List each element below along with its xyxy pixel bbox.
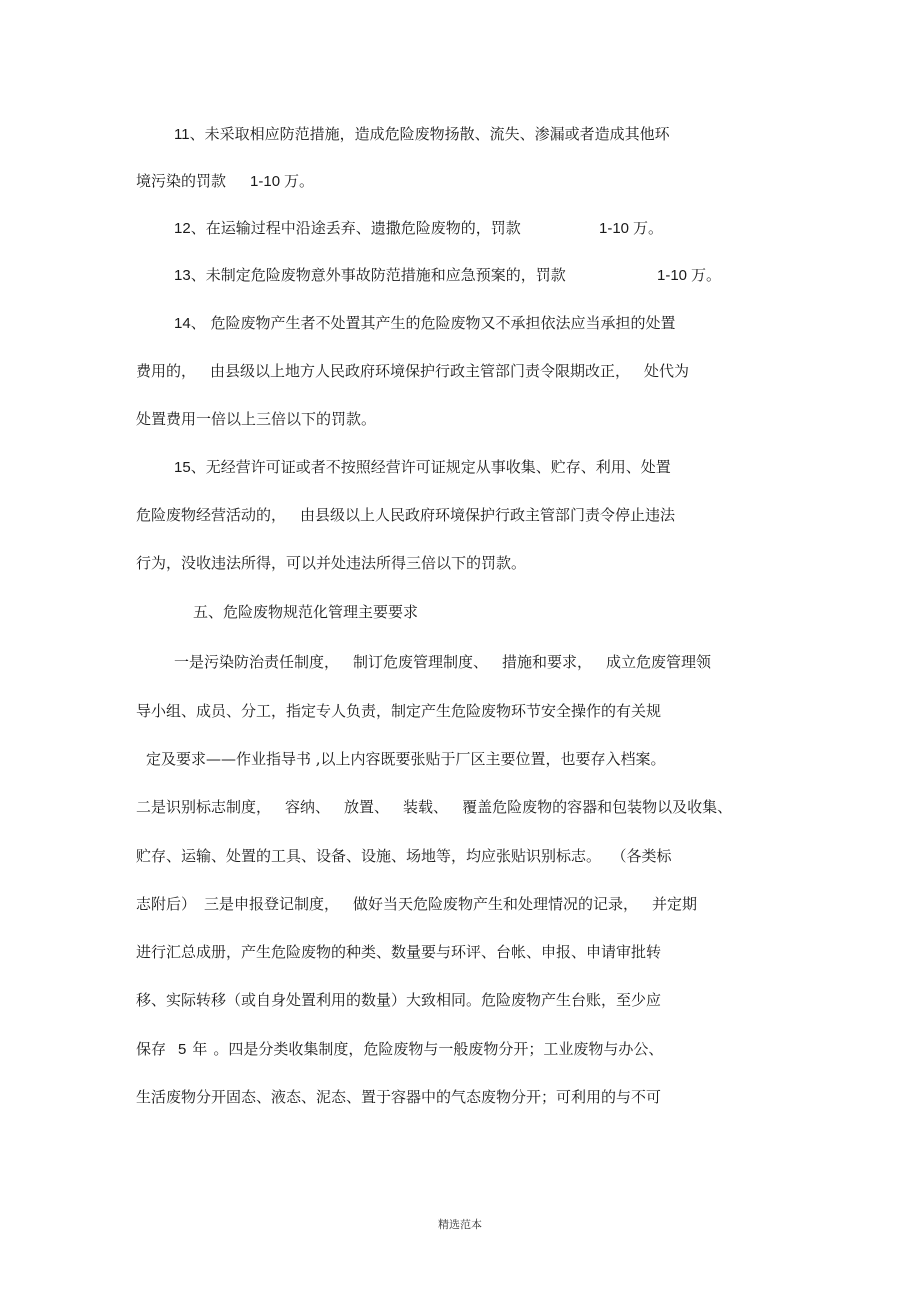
item-14-line-1: 14、 危险废物产生者不处置其产生的危险废物又不承担依法应当承担的处置 (174, 314, 676, 332)
item-14-line-3: 处置费用一倍以上三倍以下的罚款。 (136, 410, 377, 428)
paragraph-line: 进行汇总成册，产生危险废物的种类、数量要与环评、台帐、申报、申请审批转 (136, 943, 662, 961)
paragraph-line: 生活废物分开固态、液态、泥态、置于容器中的气态废物分开；可利用的与不可 (136, 1088, 662, 1106)
item-15-line-3: 行为，没收违法所得，可以并处违法所得三倍以下的罚款。 (136, 554, 527, 572)
paragraph-line: 导小组、成员、分工，指定专人负责，制定产生危险废物环节安全操作的有关规 (136, 702, 662, 720)
paragraph-line: 定及要求——作业指导书 ,以上内容既要张贴于厂区主要位置，也要存入档案。 (146, 750, 666, 768)
paragraph-line: 一是污染防治责任制度， 制订危废管理制度、 措施和要求， 成立危废管理领 (174, 653, 712, 671)
item-number: 13 (174, 267, 191, 284)
section-heading: 五、危险废物规范化管理主要要求 (193, 603, 419, 621)
page-footer: 精选范本 (438, 1218, 482, 1231)
paragraph-line: 移、实际转移（或自身处置利用的数量）大致相同。危险废物产生台账，至少应 (136, 991, 662, 1009)
item-11-line-1: 11、未采取相应防范措施，造成危险废物扬散、流失、渗漏或者造成其他环 (174, 125, 670, 143)
item-number: 14 (174, 315, 191, 332)
item-13-line: 13、未制定危险废物意外事故防范措施和应急预案的，罚款 (174, 266, 566, 284)
item-number: 11 (174, 126, 190, 143)
item-number: 12 (174, 220, 191, 237)
item-12-line: 12、在运输过程中沿途丢弃、遗撒危险废物的，罚款 (174, 219, 521, 237)
item-number: 15 (174, 459, 191, 476)
item-15-line-1: 15、无经营许可证或者不按照经营许可证规定从事收集、贮存、利用、处置 (174, 458, 671, 476)
item-13-amount: 1-10 万。 (657, 266, 722, 284)
item-14-line-2: 费用的， 由县级以上地方人民政府环境保护行政主管部门责令限期改正， 处代为 (136, 362, 690, 380)
item-11-line-2: 境污染的罚款 1-10 万。 (136, 172, 315, 190)
paragraph-line: 保存 5 年 。四是分类收集制度，危险废物与一般废物分开；工业废物与办公、 (136, 1040, 664, 1058)
paragraph-line: 贮存、运输、处置的工具、设备、设施、场地等，均应张贴识别标志。 （各类标 (136, 847, 672, 865)
paragraph-line: 志附后） 三是申报登记制度， 做好当天危险废物产生和处理情况的记录， 并定期 (136, 895, 698, 913)
paragraph-line: 二是识别标志制度， 容纳、 放置、 装载、 覆盖危险废物的容器和包装物以及收集、 (136, 798, 733, 816)
item-12-amount: 1-10 万。 (599, 219, 664, 237)
item-15-line-2: 危险废物经营活动的， 由县级以上人民政府环境保护行政主管部门责令停止违法 (136, 506, 676, 524)
